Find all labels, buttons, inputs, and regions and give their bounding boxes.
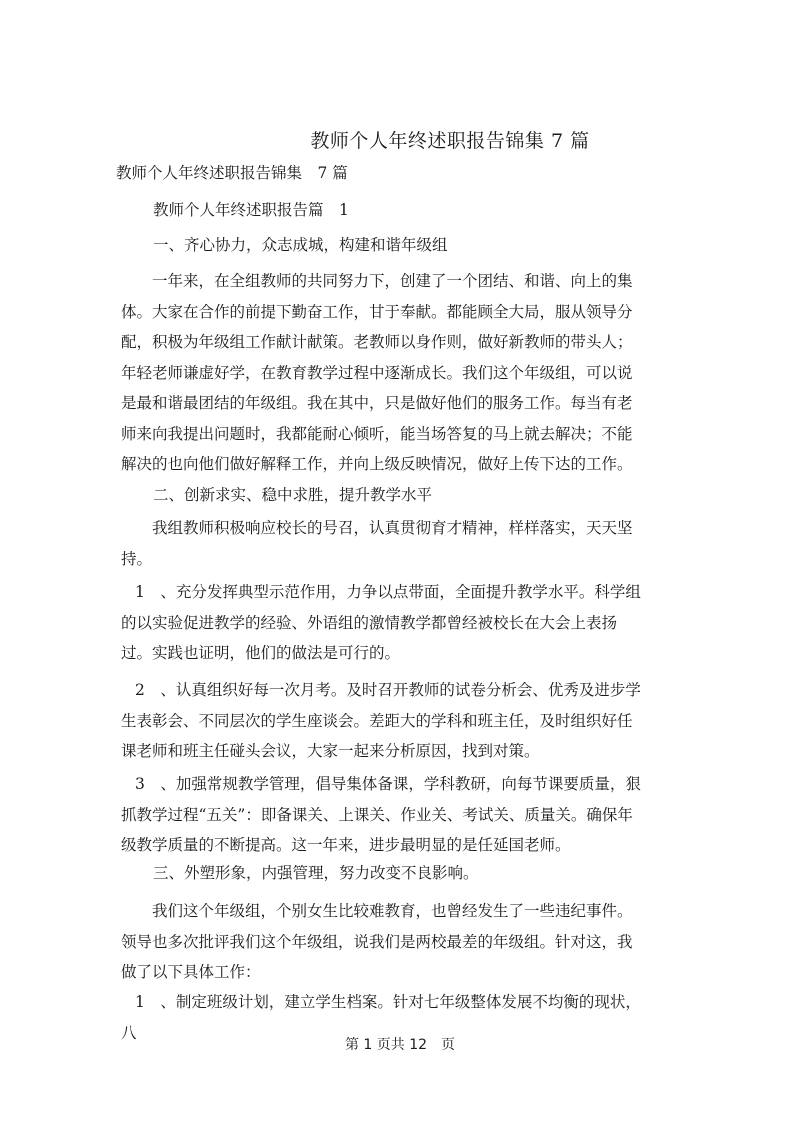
- page-footer: 第 1 页共 12 页: [344, 1037, 456, 1053]
- document-title: 教师个人年终述职报告锦集 7 篇: [310, 130, 590, 152]
- list-item-2: 2 、认真组织好每一次月考。及时召开教师的试卷分析会、优秀及进步学生表彰会、不同层次的学生座谈会。差距大的学科和班主任，及时组织好任课老师和班主任碰头会议，大家一起来分析原因，找到对策。: [121, 681, 641, 760]
- heading-2: 二、创新求实、稳中求胜，提升教学水平: [153, 486, 433, 504]
- list-item-1: 1 、充分发挥典型示范作用，力争以点带面，全面提升教学水平。科学组的以实验促进教学的经验、外语组的激情教学都曾经被校长在大会上表扬过。实践也证明，他们的做法是可行的。: [121, 583, 641, 662]
- paragraph-2: 我组教师积极响应校长的号召，认真贯彻育才精神，样样落实，天天坚持。: [121, 519, 633, 568]
- heading-3: 三、外塑形象，内强管理，努力改变不良影响。: [153, 864, 479, 882]
- list-item-3: 3 、加强常规教学管理，倡导集体备课，学科教研，向每节课要质量，狠抓教学过程“五关”：即备课关、上课关、作业关、考试关、质量关。确保年级教学质量的不断提高。这一年来，进步最明显的是任延国老师。: [121, 775, 641, 854]
- list-item-4: 1 、制定班级计划，建立学生档案。针对七年级整体发展不均衡的现状，八: [121, 993, 641, 1042]
- paragraph-1: 一年来，在全组教师的共同努力下，创建了一个团结、和谐、向上的集体。大家在合作的前提下勤奋工作，甘于奉献。都能顾全大局，服从领导分配，积极为年级组工作献计献策。老教师以身作则，做好新教师的带头人；年轻老师谦虚好学，在教育教学过程中逐渐成长。我们这个年级组，可以说是最和谐最团结的年级组。我在其中，只是做好他们的服务工作。每当有老师来向我提出问题时，我都能耐心倾听，能当场答复的马上就去解决；不能解决的也向他们做好解释工作，并向上级反映情况，做好上传下达的工作。: [121, 272, 633, 473]
- heading-1: 一、齐心协力，众志成城，构建和谐年级组: [153, 236, 448, 254]
- subtitle: 教师个人年终述职报告锦集 7 篇: [116, 164, 348, 182]
- paragraph-3: 我们这个年级组，个别女生比较难教育，也曾经发生了一些违纪事件。领导也多次批评我们这个年级组，说我们是两校最差的年级组。针对这，我做了以下具体工作：: [121, 902, 633, 981]
- section-title: 教师个人年终述职报告篇 1: [153, 201, 349, 219]
